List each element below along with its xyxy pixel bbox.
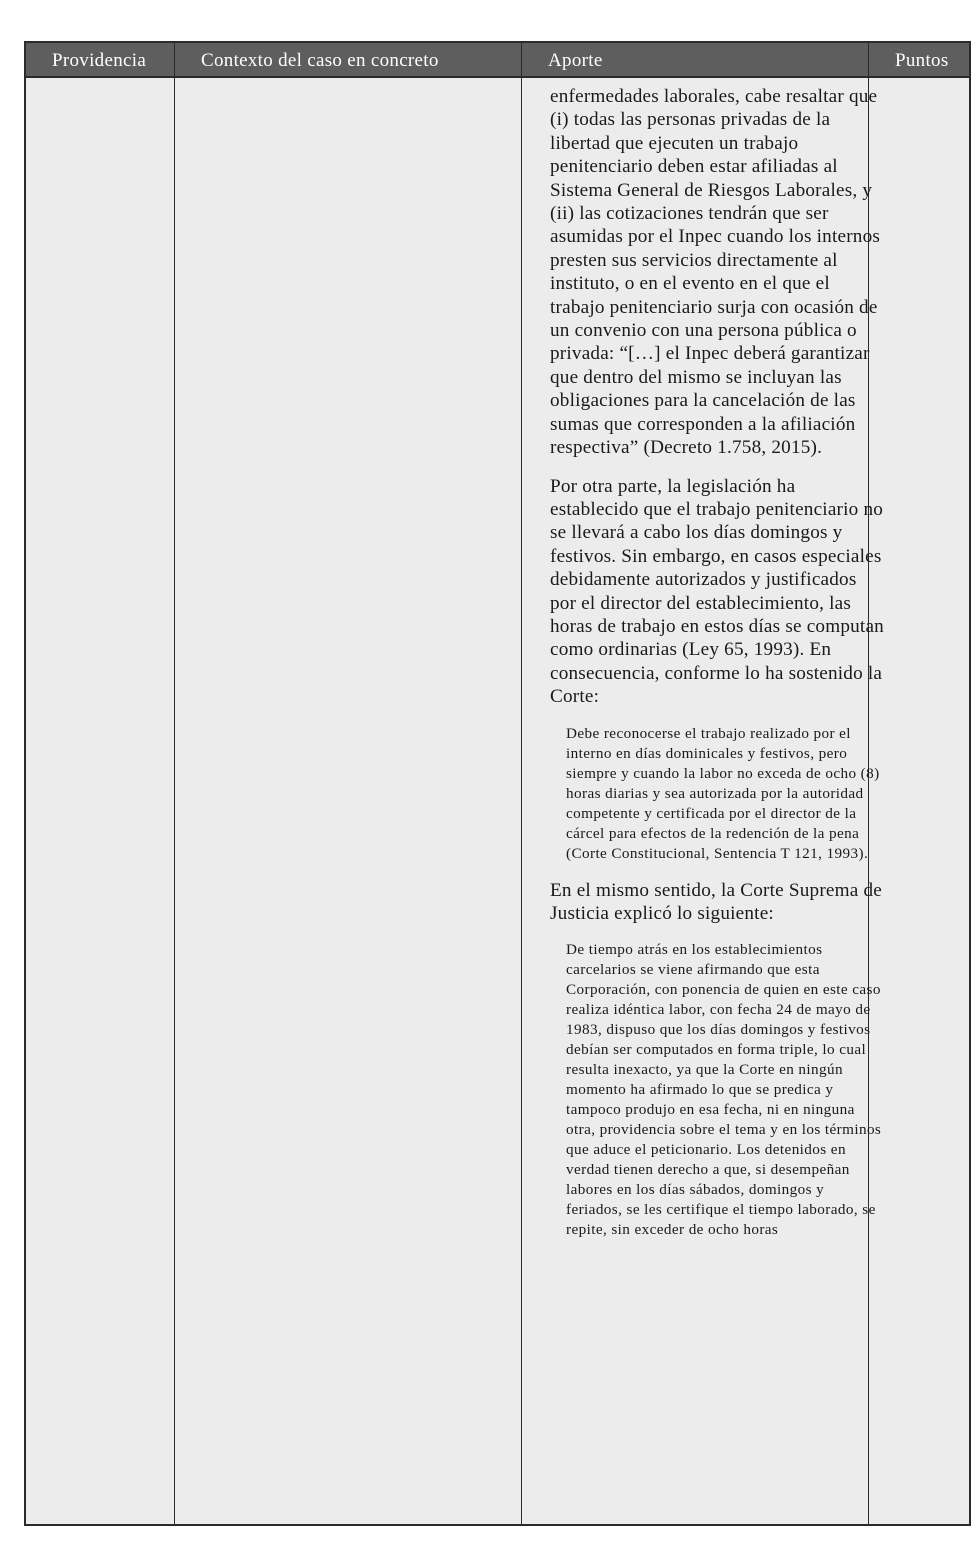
aporte-paragraph: Por otra parte, la legislación ha establecido que el trabajo penitenciario no se llevará a cabo los días domingos y festivos. Sin embargo, en casos especiales debidamente autorizados y justificados por el director del establecimiento, las horas de trabajo en estos días se computan como ordinarias (Ley 65, 1993). En consecuencia, conforme lo ha sostenido la Corte:	[550, 475, 884, 708]
header-providencia: Providencia	[52, 50, 147, 71]
header-puntos: Puntos	[895, 50, 949, 71]
column-divider-1	[174, 43, 175, 1524]
content-table	[24, 41, 971, 1526]
aporte-quote: De tiempo atrás en los establecimientos carcelarios se viene afirmando que esta Corporación, con ponencia de quien en este caso realiza idéntica labor, con fecha 24 de mayo de 1983, dispuso que los días domingos y festivos debían ser computados en forma triple, lo cual resulta inexacto, ya que la Corte en ningún momento ha afirmado lo que se predica y tampoco produjo en esa fecha, ni en ninguna otra, providencia sobre el tema y en los términos que aduce el peticionario. Los detenidos en verdad tienen derecho a que, si desempeñan labores en los días sábados, domingos y feriados, se les certifique el tiempo laborado, se repite, sin exceder de ocho horas	[566, 941, 882, 1239]
aporte-paragraph: enfermedades laborales, cabe resaltar que (i) todas las personas privadas de la libertad que ejecuten un trabajo penitenciario deben estar afiliadas al Sistema General de Riesgos Laborales, y (ii) las cotizaciones tendrán que ser asumidas por el Inpec cuando los internos presten sus servicios directamente al instituto, o en el evento en el que el trabajo penitenciario surja con ocasión de un convenio con una persona pública o privada: “[…] el Inpec deberá garantizar que dentro del mismo se incluyan las obligaciones para la cancelación de las sumas que corresponden a la afiliación respectiva” (Decreto 1.758, 2015).	[550, 86, 881, 459]
table-header	[26, 43, 969, 78]
header-aporte: Aporte	[548, 50, 603, 71]
aporte-paragraph: En el mismo sentido, la Corte Suprema de Justicia explicó lo siguiente:	[550, 879, 882, 924]
header-contexto: Contexto del caso en concreto	[201, 50, 439, 71]
aporte-quote: Debe reconocerse el trabajo realizado por el interno en días dominicales y festivos, pero siempre y cuando la labor no exceda de ocho (8) horas diarias y sea autorizada por la autoridad competente y certificada por el director de la cárcel para efectos de la redención de la pena (Corte Constitucional, Sentencia T 121, 1993).	[566, 724, 880, 862]
aporte-cell	[550, 85, 884, 1255]
column-divider-2	[521, 43, 522, 1524]
